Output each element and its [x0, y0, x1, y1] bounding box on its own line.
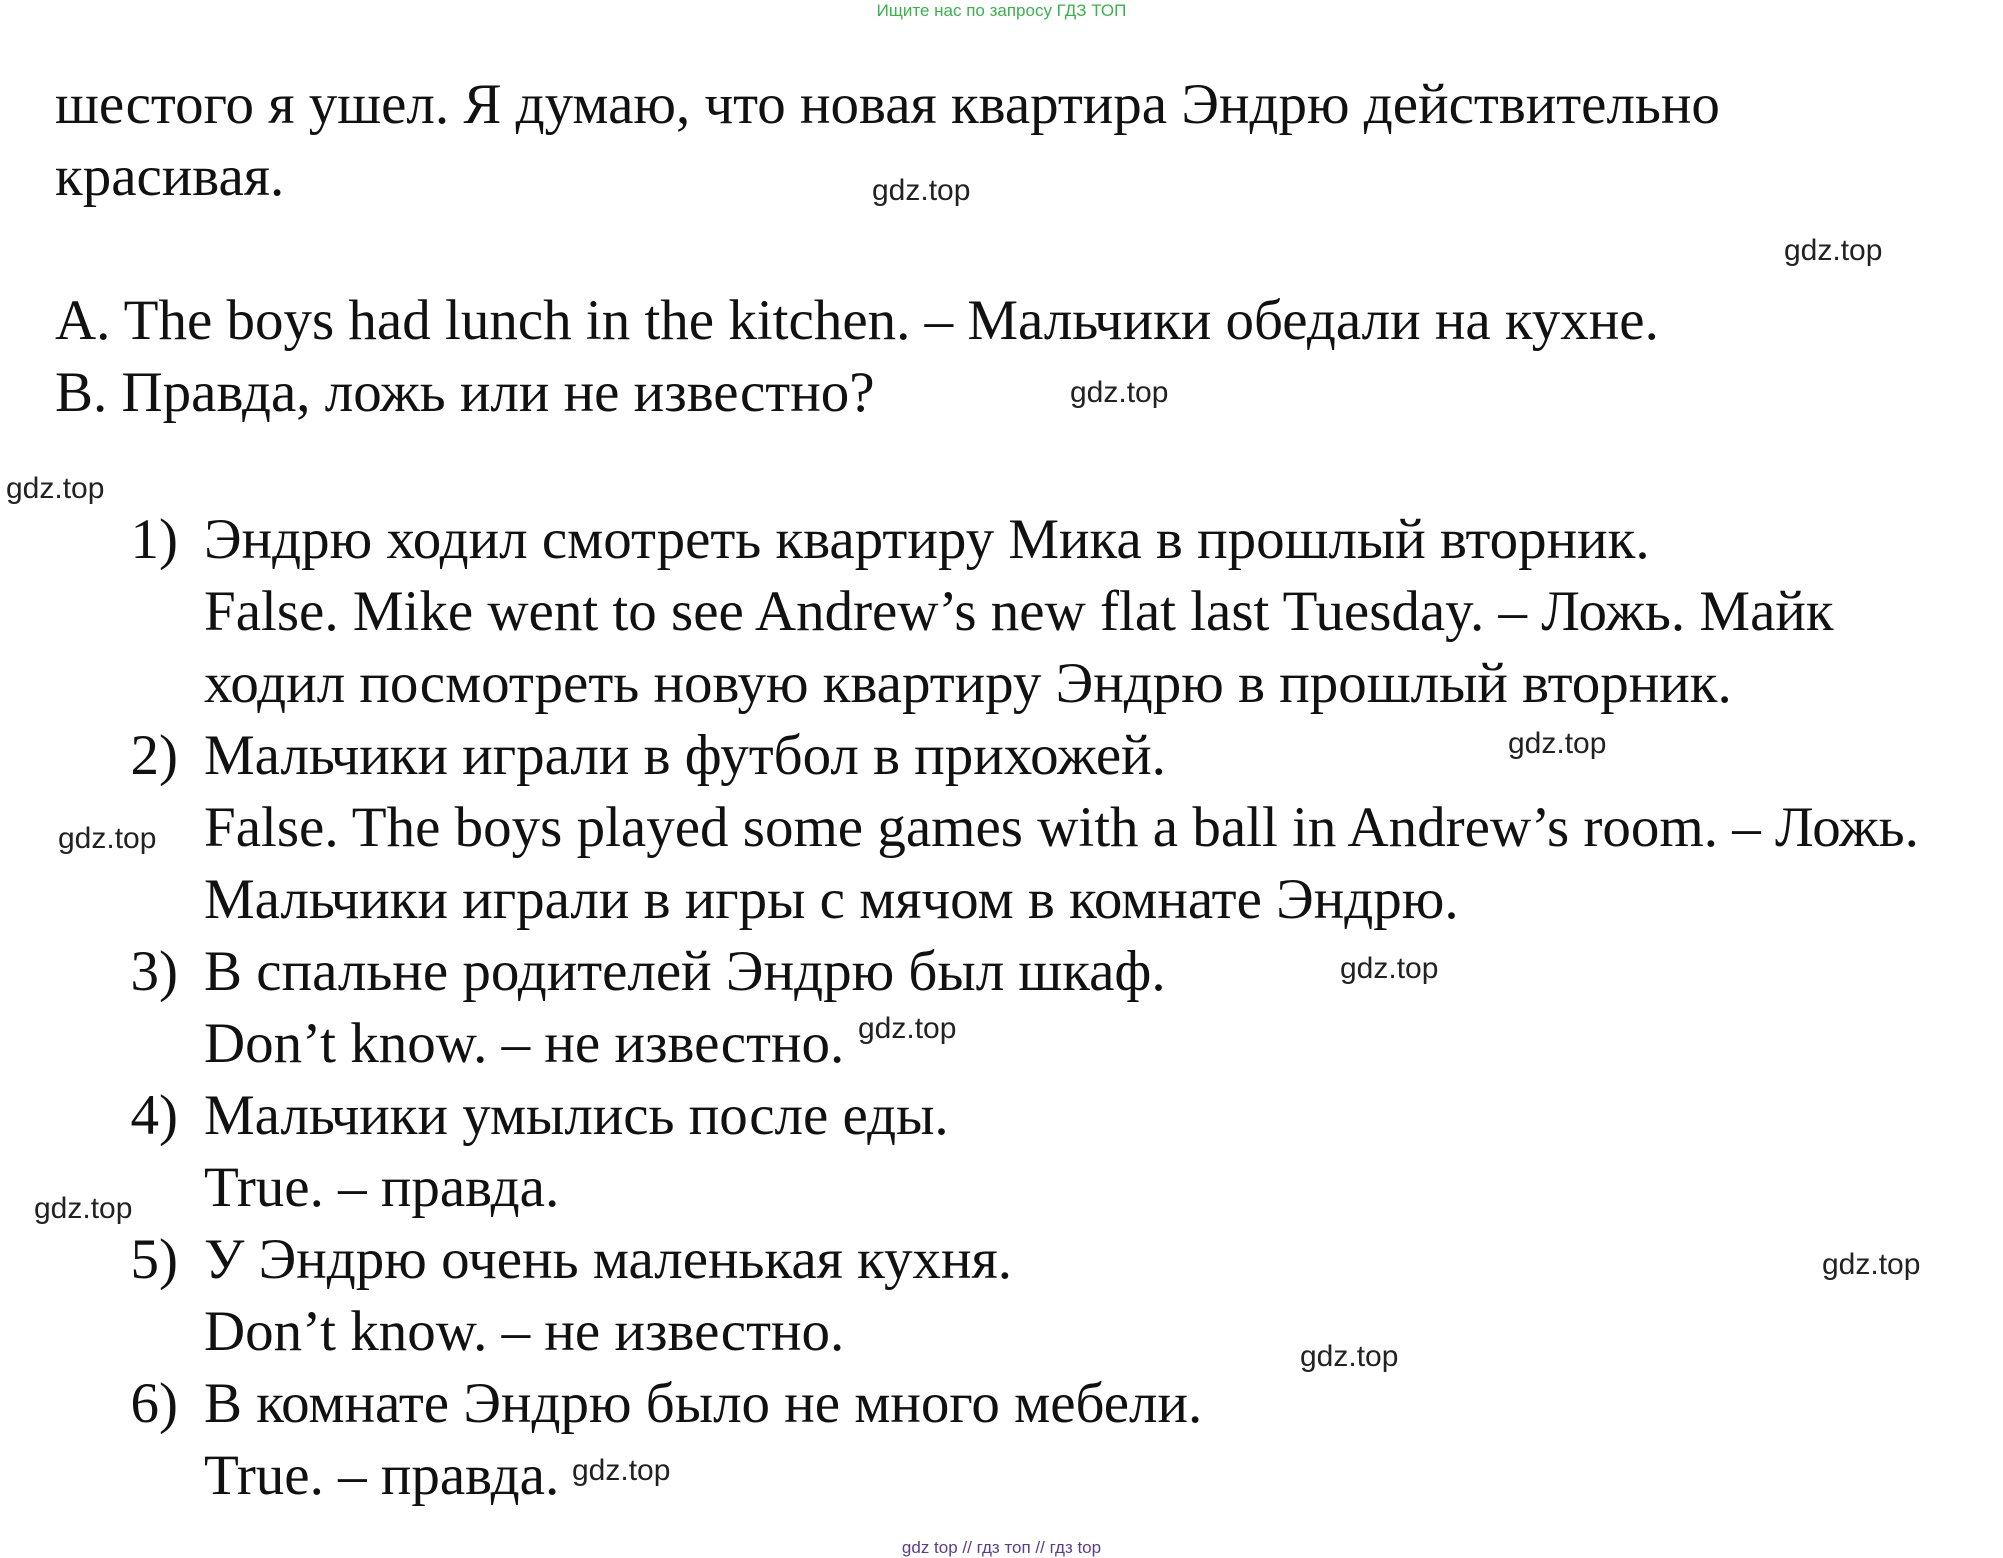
item-number: 5) — [130, 1228, 178, 1291]
watermark: gdz.top — [572, 1454, 671, 1487]
item-answer: True. – правда. — [204, 1444, 560, 1507]
item-number: 1) — [130, 508, 178, 571]
item-answer: Don’t know. – не известно. — [204, 1300, 845, 1363]
item-answer: ходил посмотреть новую квартиру Эндрю в прошлый вторник. — [204, 652, 1732, 715]
top-banner: Ищите нас по запросу ГДЗ ТОП — [876, 1, 1127, 20]
item-question: Мальчики умылись после еды. — [204, 1084, 949, 1147]
item-answer: False. Mike went to see Andrew’s new flat last Tuesday. – Ложь. Майк — [204, 580, 1834, 643]
footer: gdz top // гдз топ // гдз top — [901, 1538, 1102, 1557]
item-question: В комнате Эндрю было не много мебели. — [204, 1372, 1203, 1435]
watermark: gdz.top — [34, 1192, 133, 1225]
item-answer: Don’t know. – не известно. — [204, 1012, 845, 1075]
item-answer: Мальчики играли в игры с мячом в комнате Эндрю. — [204, 868, 1459, 931]
watermark: gdz.top — [872, 174, 971, 207]
watermark: gdz.top — [1784, 234, 1883, 267]
intro-line-2: красивая. — [55, 145, 285, 208]
item-question: У Эндрю очень маленькая кухня. — [204, 1228, 1012, 1291]
intro-line-1: шестого я ушел. Я думаю, что новая квартира Эндрю действительно — [55, 73, 1720, 136]
section-a: A. The boys had lunch in the kitchen. – Мальчики обедали на кухне. — [55, 289, 1659, 352]
watermark: gdz.top — [858, 1012, 957, 1045]
item-question: В спальне родителей Эндрю был шкаф. — [204, 940, 1166, 1003]
item-number: 6) — [130, 1372, 178, 1435]
item-number: 4) — [130, 1084, 178, 1147]
watermark: gdz.top — [1340, 952, 1439, 985]
watermark: gdz.top — [6, 472, 105, 505]
item-answer: False. The boys played some games with a ball in Andrew’s room. – Ложь. — [204, 796, 1919, 859]
item-answer: True. – правда. — [204, 1156, 560, 1219]
watermark: gdz.top — [1300, 1340, 1399, 1373]
item-number: 2) — [130, 724, 178, 787]
item-question: Мальчики играли в футбол в прихожей. — [204, 724, 1166, 787]
watermark: gdz.top — [58, 822, 157, 855]
watermark: gdz.top — [1070, 376, 1169, 409]
item-number: 3) — [130, 940, 178, 1003]
item-question: Эндрю ходил смотреть квартиру Мика в прошлый вторник. — [204, 508, 1650, 571]
section-b-heading: B. Правда, ложь или не известно? — [55, 361, 875, 424]
watermark: gdz.top — [1508, 727, 1607, 760]
watermark: gdz.top — [1822, 1248, 1921, 1281]
